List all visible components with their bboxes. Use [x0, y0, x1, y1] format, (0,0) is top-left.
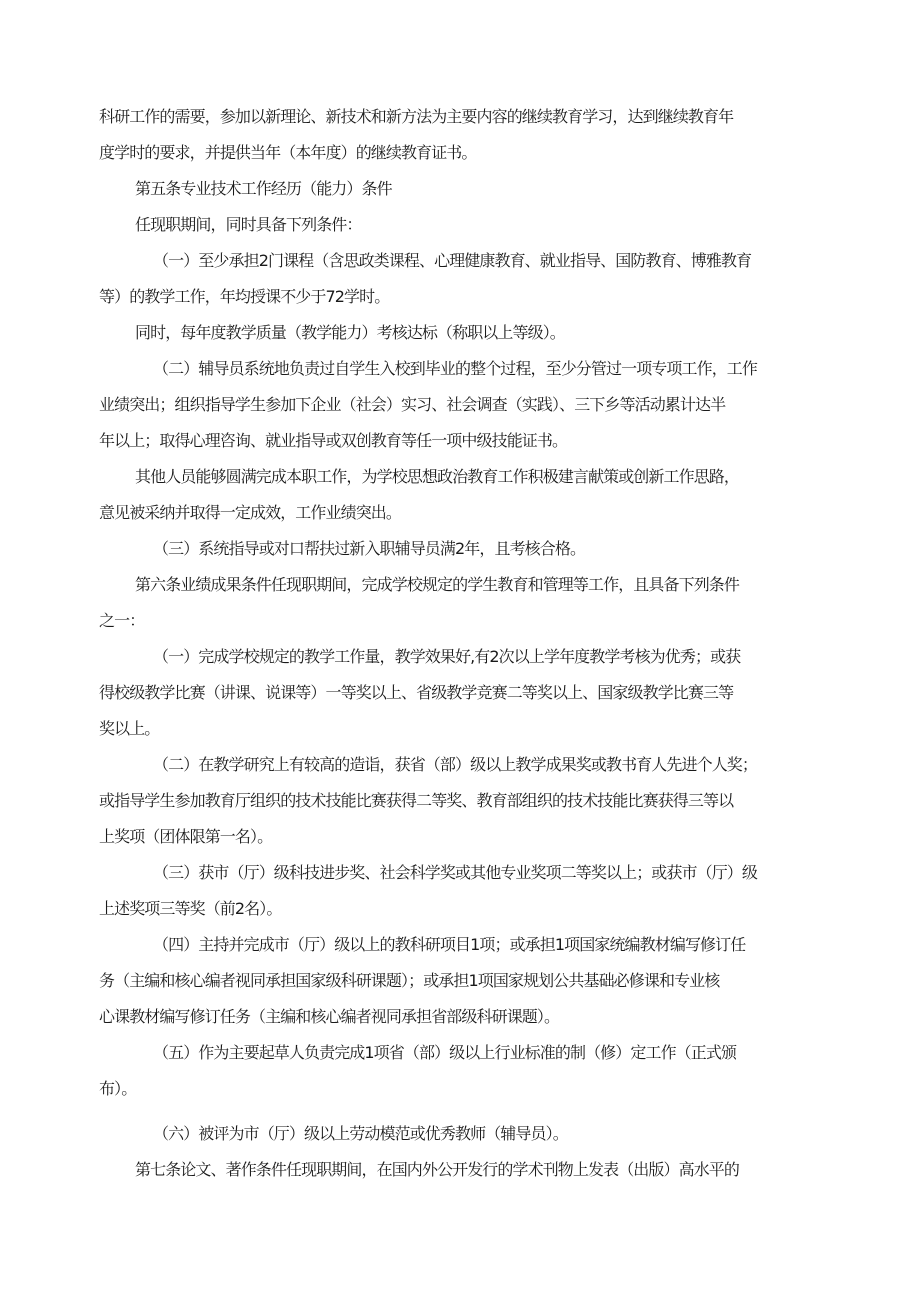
text-line: 得校级教学比赛（讲课、说课等）一等奖以上、省级教学竞赛二等奖以上、国家级教学比赛三等	[99, 683, 734, 702]
paragraph-article-6-item-2	[99, 747, 825, 855]
paragraph-article-5-item-1	[99, 243, 825, 315]
paragraph-article-5-quality	[99, 315, 825, 351]
text-line: （五）作为主要起草人负责完成1项省（部）级以上行业标准的制（修）定工作（正式颁	[153, 1043, 737, 1062]
paragraph-article-5-intro	[99, 207, 825, 243]
text-line: 同时，每年度教学质量（教学能力）考核达标（称职以上等级）。	[135, 323, 565, 342]
paragraph-article-5-item-2	[99, 351, 825, 459]
text-line: 或指导学生参加教育厅组织的技术技能比赛获得二等奖、教育部组织的技术技能比赛获得三等以	[99, 791, 734, 810]
text-line: （四）主持并完成市（厅）级以上的教科研项目1项；或承担1项国家统编教材编写修订任	[153, 935, 746, 954]
text-line: 第五条专业技术工作经历（能力）条件	[135, 179, 392, 198]
heading-article-7	[99, 1152, 825, 1188]
text-line: 意见被采纳并取得一定成效，工作业绩突出。	[99, 503, 402, 522]
text-line: 业绩突出；组织指导学生参加下企业（社会）实习、社会调查（实践）、三下乡等活动累计达半	[99, 395, 726, 414]
text-line: 奖以上。	[99, 719, 160, 738]
text-line: 布）。	[99, 1079, 137, 1098]
text-line: 年以上；取得心理咨询、就业指导或双创教育等任一项中级技能证书。	[99, 431, 568, 450]
text-line: 第七条论文、著作条件任现职期间，在国内外公开发行的学术刊物上发表（出版）高水平的	[135, 1160, 740, 1179]
paragraph-article-6-item-6	[99, 1116, 825, 1152]
text-line: 第六条业绩成果条件任现职期间，完成学校规定的学生教育和管理等工作，且具备下列条件	[135, 575, 740, 594]
paragraph-article-6-item-5	[99, 1035, 825, 1107]
text-line: 任现职期间，同时具备下列条件：	[135, 215, 362, 234]
paragraph-article-6-item-4	[99, 927, 825, 1035]
text-line: （六）被评为市（厅）级以上劳动模范或优秀教师（辅导员）。	[153, 1124, 568, 1143]
text-line: （一）完成学校规定的教学工作量，教学效果好,有2次以上学年度教学考核为优秀；或获	[153, 647, 741, 666]
text-line: （一）至少承担2门课程（含思政类课程、心理健康教育、就业指导、国防教育、博雅教育	[153, 251, 752, 270]
text-line: 务（主编和核心编者视同承担国家级科研课题）；或承担1项国家规划公共基础必修课和专业核	[99, 971, 720, 990]
paragraph-article-5-item-3	[99, 531, 825, 567]
text-line: 度学时的要求，并提供当年（本年度）的继续教育证书。	[99, 143, 477, 162]
paragraph-article-6-item-3	[99, 855, 825, 927]
text-line: （三）获市（厅）级科技进步奖、社会科学奖或其他专业奖项二等奖以上；或获市（厅）级	[153, 863, 758, 882]
text-line: 上述奖项三等奖（前2名）。	[99, 899, 282, 918]
text-line: （二）辅导员系统地负责过自学生入校到毕业的整个过程，至少分管过一项专项工作，工作	[153, 359, 758, 378]
text-line: （三）系统指导或对口帮扶过新入职辅导员满2年，且考核合格。	[153, 539, 586, 558]
text-line: 心课教材编写修订任务（主编和核心编者视同承担省部级科研课题）。	[99, 1007, 560, 1026]
text-line: 科研工作的需要，参加以新理论、新技术和新方法为主要内容的继续教育学习，达到继续教育年	[99, 107, 734, 126]
heading-article-5	[99, 171, 825, 207]
paragraph-article-6-item-1	[99, 639, 825, 747]
text-line: 等）的教学工作，年均授课不少于72学时。	[99, 287, 390, 306]
text-line: 其他人员能够圆满完成本职工作，为学校思想政治教育工作积极建言献策或创新工作思路，	[135, 467, 740, 486]
paragraph-continuing-education	[99, 99, 825, 171]
text-line: 上奖项（团体限第一名）。	[99, 827, 273, 846]
text-line: （二）在教学研究上有较高的造诣，获省（部）级以上教学成果奖或教书育人先进个人奖；	[153, 755, 758, 774]
heading-article-6	[99, 567, 825, 639]
text-line: 之一：	[99, 611, 145, 630]
paragraph-article-5-other-staff	[99, 459, 825, 531]
